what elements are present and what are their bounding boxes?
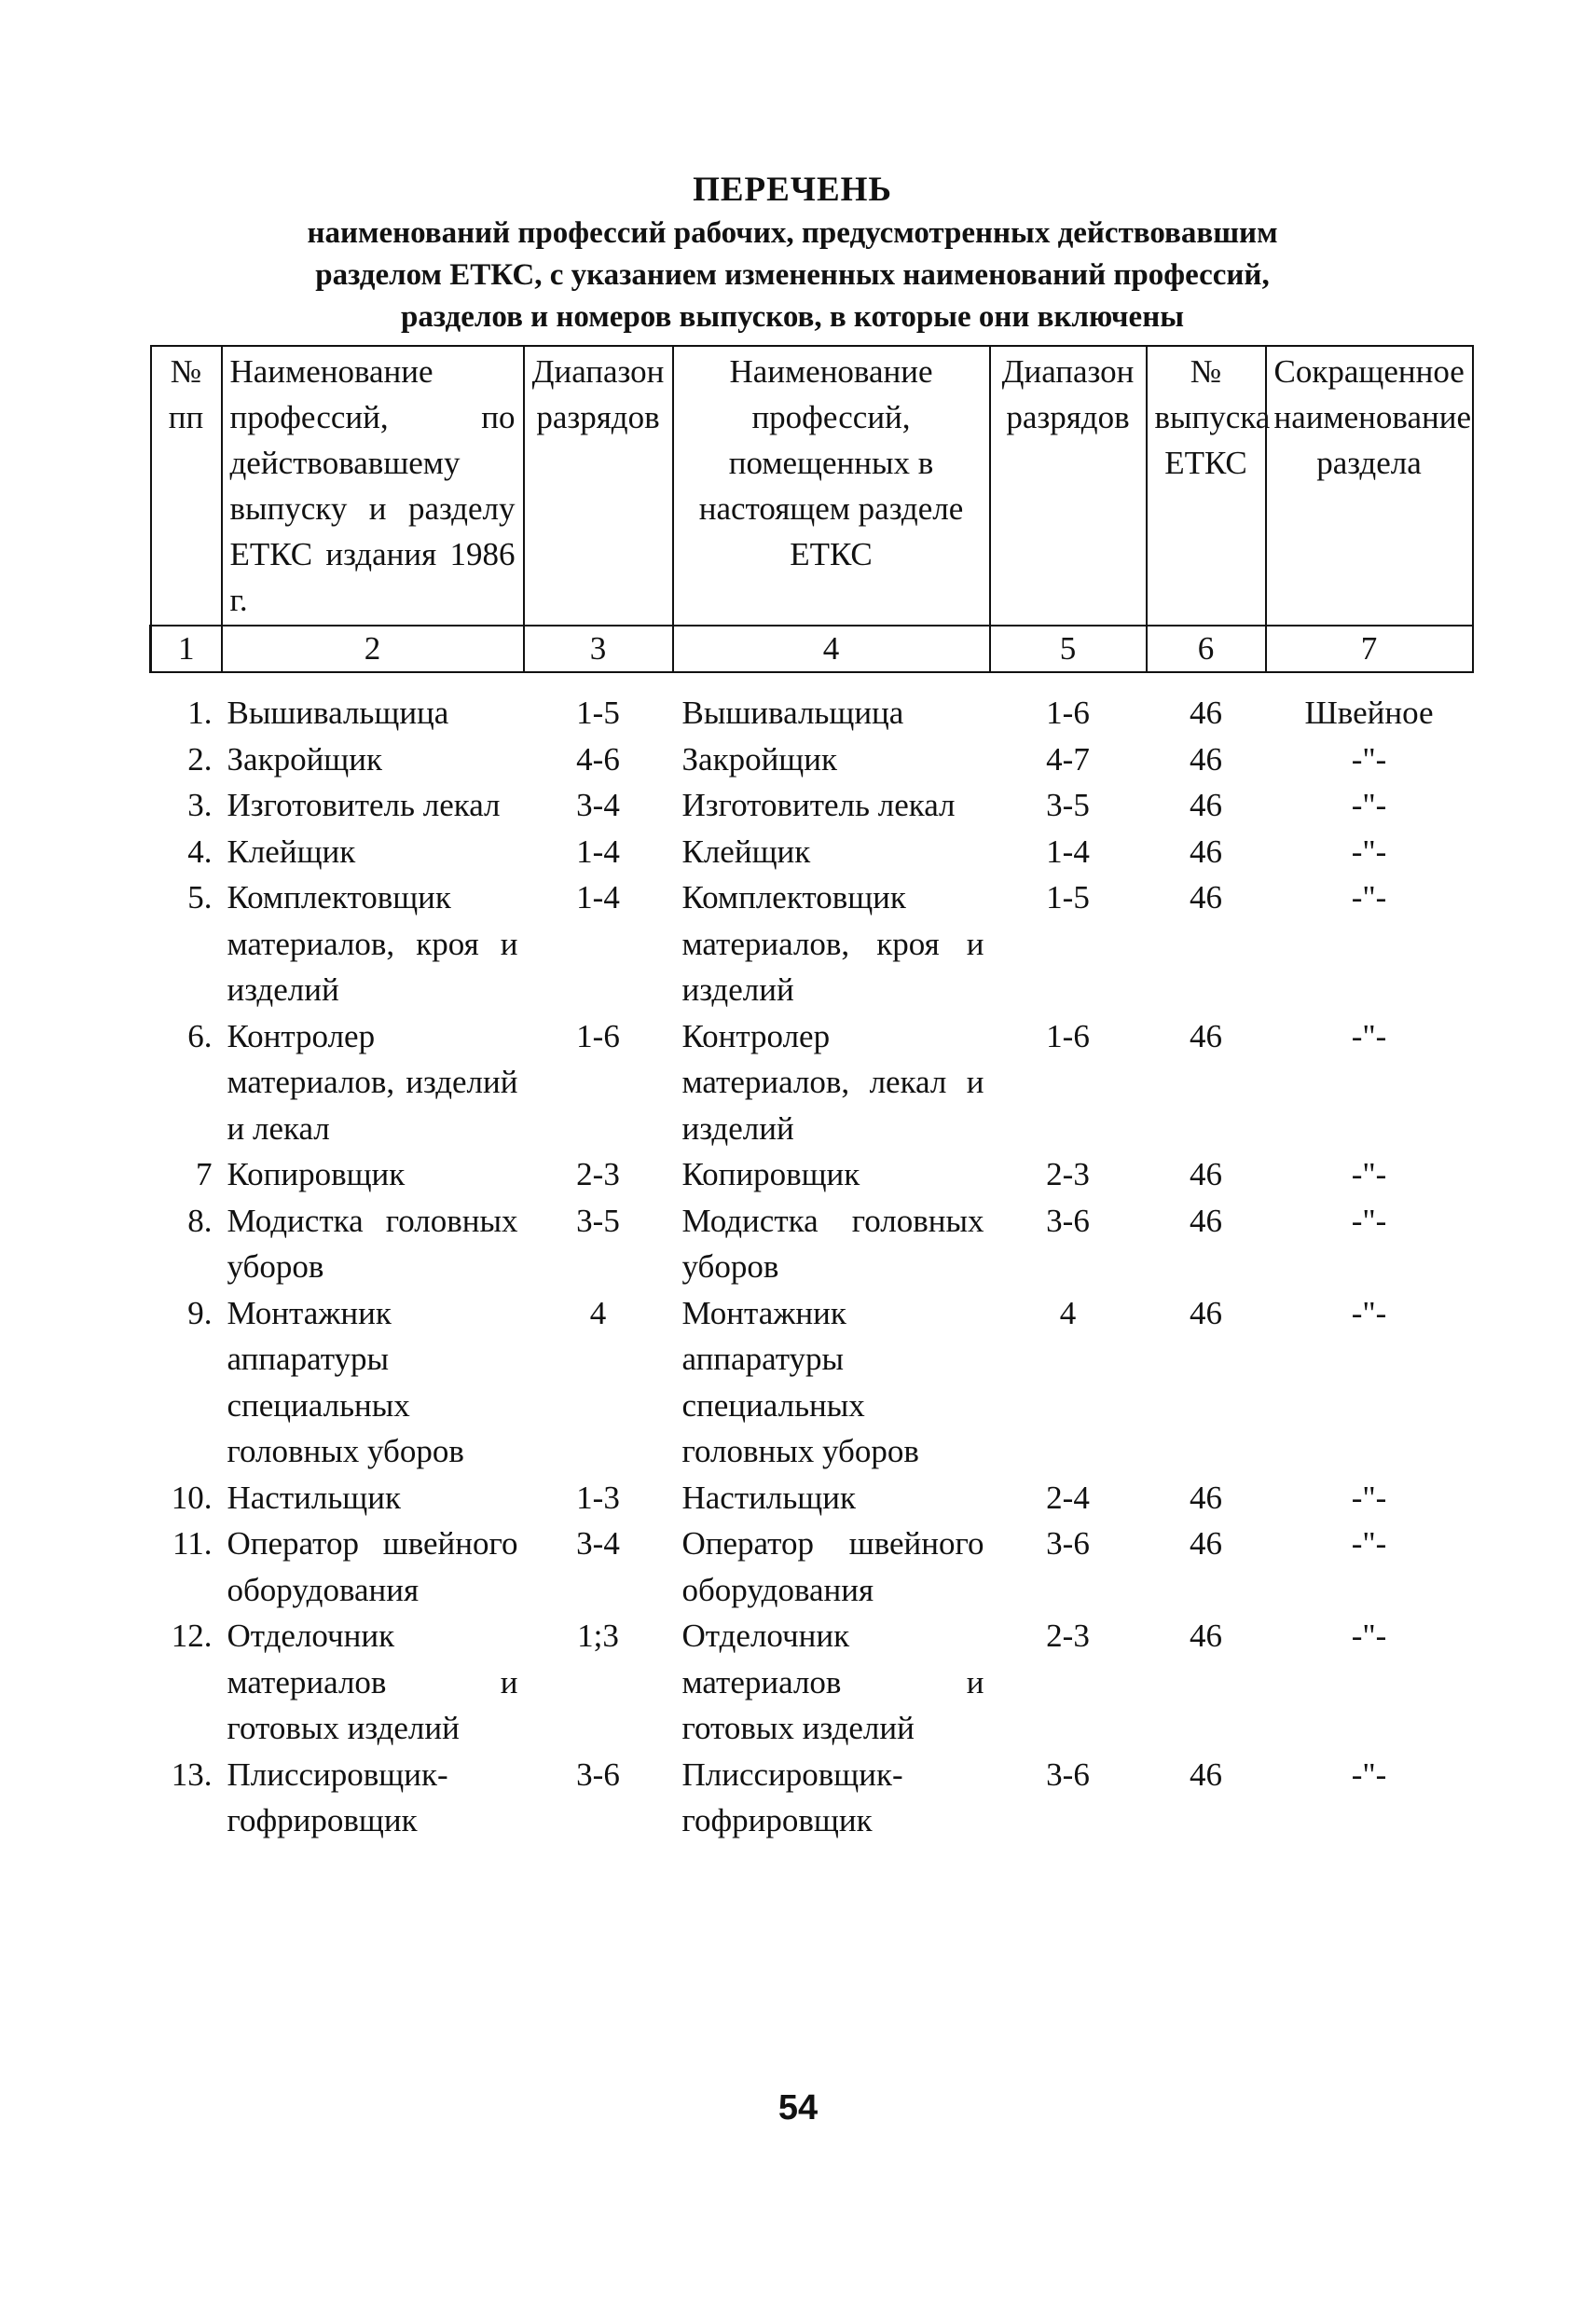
- table-row: [151, 1521, 1473, 1613]
- page-number: 54: [777, 2088, 819, 2127]
- section-short-name: -"-: [1351, 1294, 1387, 1331]
- old-grade-range: 3-5: [576, 1202, 620, 1239]
- etks-issue-number: 46: [1190, 1017, 1222, 1054]
- etks-issue-number: 46: [1190, 695, 1222, 731]
- new-grade-range: 4: [1059, 1294, 1077, 1331]
- old-profession-name: Настильщик: [227, 1479, 401, 1516]
- column-number: 3: [524, 626, 673, 672]
- new-grade-range: 2-4: [1046, 1479, 1090, 1516]
- old-grade-range: 2-3: [576, 1156, 620, 1192]
- section-short-name: -"-: [1351, 1156, 1387, 1192]
- row-number: 11.: [172, 1525, 213, 1562]
- section-short-name: -"-: [1351, 1017, 1387, 1054]
- section-short-name: -"-: [1351, 1525, 1387, 1562]
- etks-issue-number: 46: [1190, 740, 1222, 778]
- new-grade-range: 3-6: [1046, 1202, 1090, 1239]
- new-profession-name: Отделочник материалов и готовых изделий: [681, 1618, 984, 1746]
- old-grade-range: 3-4: [576, 787, 620, 823]
- etks-issue-number: 46: [1190, 1755, 1222, 1793]
- row-number: 6.: [187, 1017, 213, 1054]
- table-body: [151, 690, 1473, 1844]
- new-profession-name: Настильщик: [681, 1479, 856, 1516]
- row-number: 8.: [187, 1202, 213, 1239]
- section-short-name: -"-: [1351, 740, 1387, 778]
- new-profession-name: Оператор швейного оборудования: [681, 1525, 984, 1608]
- etks-issue-number: 46: [1190, 1294, 1222, 1331]
- table-row: [151, 737, 1473, 783]
- old-grade-range: 1-4: [576, 833, 620, 870]
- new-profession-name: Плиссировщик-гофрировщик: [681, 1755, 903, 1838]
- row-number: 3.: [187, 787, 213, 823]
- old-grade-range: 1;3: [577, 1618, 619, 1654]
- column-number: 1: [151, 626, 222, 672]
- section-short-name: -"-: [1351, 879, 1387, 916]
- table-row: [151, 1475, 1473, 1521]
- old-profession-name: Модистка головных уборов: [227, 1202, 518, 1285]
- old-profession-name: Монтажник аппаратуры специальных головных уборов: [227, 1294, 464, 1469]
- new-profession-name: Изготовитель лекал: [681, 787, 956, 823]
- old-grade-range: 1-6: [576, 1017, 620, 1054]
- professions-table: [149, 345, 1474, 1844]
- table-row: [151, 829, 1473, 875]
- old-grade-range: 3-6: [576, 1755, 620, 1793]
- section-short-name: -"-: [1351, 787, 1387, 823]
- new-grade-range: 1-4: [1046, 833, 1090, 870]
- etks-issue-number: 46: [1190, 879, 1222, 916]
- section-short-name: -"-: [1351, 1202, 1387, 1239]
- old-profession-name: Отделочник материалов и готовых изделий: [227, 1618, 518, 1746]
- table-row: [151, 1013, 1473, 1152]
- section-short-name: -"-: [1351, 1479, 1387, 1516]
- etks-issue-number: 46: [1190, 1525, 1222, 1562]
- row-number: 1.: [187, 695, 213, 731]
- header-number: № пп: [151, 346, 222, 626]
- new-profession-name: Копировщик: [681, 1156, 860, 1192]
- header-section: Сокращенное наименование раздела: [1266, 346, 1473, 626]
- etks-issue-number: 46: [1190, 1618, 1222, 1654]
- new-grade-range: 1-5: [1046, 879, 1090, 916]
- section-short-name: -"-: [1351, 1755, 1387, 1793]
- new-profession-name: Монтажник аппаратуры специальных головных уборов: [681, 1294, 919, 1469]
- old-grade-range: 4: [589, 1294, 607, 1331]
- old-grade-range: 1-5: [576, 695, 620, 731]
- new-grade-range: 3-6: [1046, 1755, 1090, 1793]
- etks-issue-number: 46: [1190, 787, 1222, 823]
- table-row: [151, 1290, 1473, 1475]
- new-grade-range: 2-3: [1046, 1618, 1090, 1654]
- column-number: 4: [673, 626, 990, 672]
- old-grade-range: 3-4: [576, 1525, 620, 1562]
- old-profession-name: Вышивальщица: [227, 695, 449, 731]
- old-profession-name: Изготовитель лекал: [227, 787, 501, 823]
- document-title-block: [158, 168, 1426, 338]
- new-grade-range: 4-7: [1046, 740, 1090, 778]
- header-issue: № выпуска ЕТКС: [1147, 346, 1266, 626]
- row-number: 12.: [171, 1618, 213, 1654]
- row-number: 5.: [187, 879, 213, 916]
- row-number: 4.: [187, 833, 213, 870]
- column-number-row: [151, 626, 1473, 672]
- header-old-profession: Наименование профессий, по действовавшему выпуску и разделу ЕТКС издания 1986 г.: [222, 346, 524, 626]
- old-grade-range: 1-4: [576, 879, 620, 916]
- old-profession-name: Копировщик: [227, 1156, 406, 1192]
- new-profession-name: Закройщик: [681, 740, 837, 778]
- old-profession-name: Клейщик: [227, 833, 356, 870]
- document-subtitle: наименований профессий рабочих, предусмотренных действовавшим разделом ЕТКС, с указанием измененных наименований профессий, разделов и номеров выпусков, в которые они включены: [307, 216, 1278, 334]
- table-row: [151, 1198, 1473, 1290]
- old-profession-name: Закройщик: [227, 740, 382, 778]
- new-profession-name: Вышивальщица: [681, 695, 904, 731]
- new-grade-range: 1-6: [1046, 695, 1090, 731]
- column-number: 6: [1147, 626, 1266, 672]
- professions-table-wrapper: [149, 345, 1471, 1844]
- etks-issue-number: 46: [1190, 1479, 1222, 1516]
- old-grade-range: 1-3: [576, 1479, 620, 1516]
- old-profession-name: Оператор швейного оборудования: [227, 1525, 518, 1608]
- etks-issue-number: 46: [1190, 833, 1222, 870]
- section-short-name: -"-: [1351, 833, 1387, 870]
- new-grade-range: 2-3: [1046, 1156, 1090, 1192]
- header-new-range: Диапазон разрядов: [990, 346, 1147, 626]
- new-profession-name: Комплектовщик материалов, кроя и изделий: [681, 879, 984, 1008]
- section-short-name: Швейное: [1304, 695, 1434, 731]
- header-new-profession: Наименование профессий, помещенных в настоящем разделе ЕТКС: [673, 346, 990, 626]
- section-short-name: -"-: [1351, 1618, 1387, 1654]
- table-header-row: [151, 346, 1473, 626]
- document-title: ПЕРЕЧЕНЬ: [693, 171, 892, 209]
- row-number: 7: [196, 1156, 213, 1192]
- column-number: 5: [990, 626, 1147, 672]
- column-number: 7: [1266, 626, 1473, 672]
- header-old-range: Диапазон разрядов: [524, 346, 673, 626]
- column-number: 2: [222, 626, 524, 672]
- new-profession-name: Модистка головных уборов: [681, 1202, 984, 1285]
- new-profession-name: Клейщик: [681, 833, 811, 870]
- new-grade-range: 1-6: [1046, 1017, 1090, 1054]
- table-row: [151, 690, 1473, 737]
- etks-issue-number: 46: [1190, 1202, 1222, 1239]
- new-grade-range: 3-5: [1046, 787, 1090, 823]
- row-number: 13.: [171, 1755, 213, 1793]
- new-profession-name: Контролер материалов, лекал и изделий: [681, 1017, 984, 1147]
- row-number: 10.: [171, 1479, 213, 1516]
- table-row: [151, 874, 1473, 1013]
- old-grade-range: 4-6: [576, 740, 620, 778]
- table-row: [151, 1613, 1473, 1752]
- table-row: [151, 1151, 1473, 1198]
- old-profession-name: Плиссировщик-гофрировщик: [227, 1755, 448, 1838]
- etks-issue-number: 46: [1190, 1156, 1222, 1192]
- new-grade-range: 3-6: [1046, 1525, 1090, 1562]
- old-profession-name: Контролер материалов, изделий и лекал: [227, 1017, 518, 1147]
- old-profession-name: Комплектовщик материалов, кроя и изделий: [227, 879, 518, 1008]
- table-row: [151, 1752, 1473, 1844]
- table-row: [151, 782, 1473, 829]
- row-number: 9.: [187, 1294, 213, 1331]
- row-number: 2.: [187, 740, 213, 778]
